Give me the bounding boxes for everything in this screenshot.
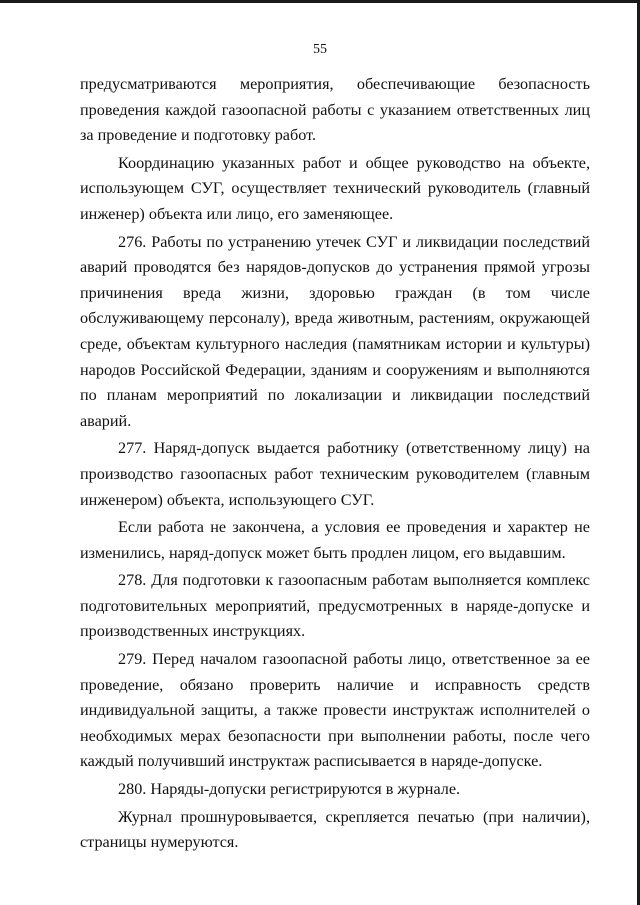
paragraph-continuation: предусматриваются мероприятия, обеспечивающие безопасность проведения каждой газоопасной работы с указанием ответственных лиц за проведение и подготовку работ.: [80, 75, 590, 145]
paragraph-277-extension: Если работа не закончена, а условия ее проведения и характер не изменились, наряд-допуск может быть продлен лицом, его выдавшим.: [80, 518, 590, 562]
paragraph-279: 279. Перед началом газоопасной работы лицо, ответственное за ее проведение, обязано проверить наличие и исправность средств индивидуальной защиты, а также провести инструктаж исполнителей о необходимых мерах безопасности при выполнении работы, после чего каждый получивший инструктаж расписывается в наряде-допуске.: [80, 650, 590, 771]
paragraph-280: 280. Наряды-допуски регистрируются в журнале.: [118, 780, 461, 799]
paragraph-280-journal: Журнал прошнуровывается, скрепляется печатью (при наличии), страницы нумеруются.: [80, 807, 590, 852]
paragraph-276: 276. Работы по устранению утечек СУГ и ликвидации последствий аварий проводятся без нарядов-допусков до устранения прямой угрозы причинения вреда жизни, здоровью граждан (в том числе обслуживающему персоналу), вреда животным, растениям, окружающей среде, объектам культурного наследия (памятникам истории и культуры) народов Российской Федерации, зданиям и сооружениям и выполняются по планам мероприятий по локализации и ликвидации последствий аварий.: [80, 232, 590, 430]
paragraph-277: 277. Наряд-допуск выдается работнику (ответственному лицу) на производство газоопасных работ техническим руководителем (главным инженером) объекта, использующего СУГ.: [80, 439, 590, 509]
paragraph-278: 278. Для подготовки к газоопасным работам выполняется комплекс подготовительных мероприятий, предусмотренных в наряде-допуске и производственных инструкциях.: [80, 571, 590, 641]
document-body: [80, 72, 590, 856]
scan-border-top: [0, 0, 640, 3]
page-number: 55: [313, 42, 327, 57]
paragraph-coordination: Координацию указанных работ и общее руководство на объекте, использующем СУГ, осуществляет технический руководитель (главный инженер) объекта или лицо, его заменяющее.: [80, 153, 590, 223]
